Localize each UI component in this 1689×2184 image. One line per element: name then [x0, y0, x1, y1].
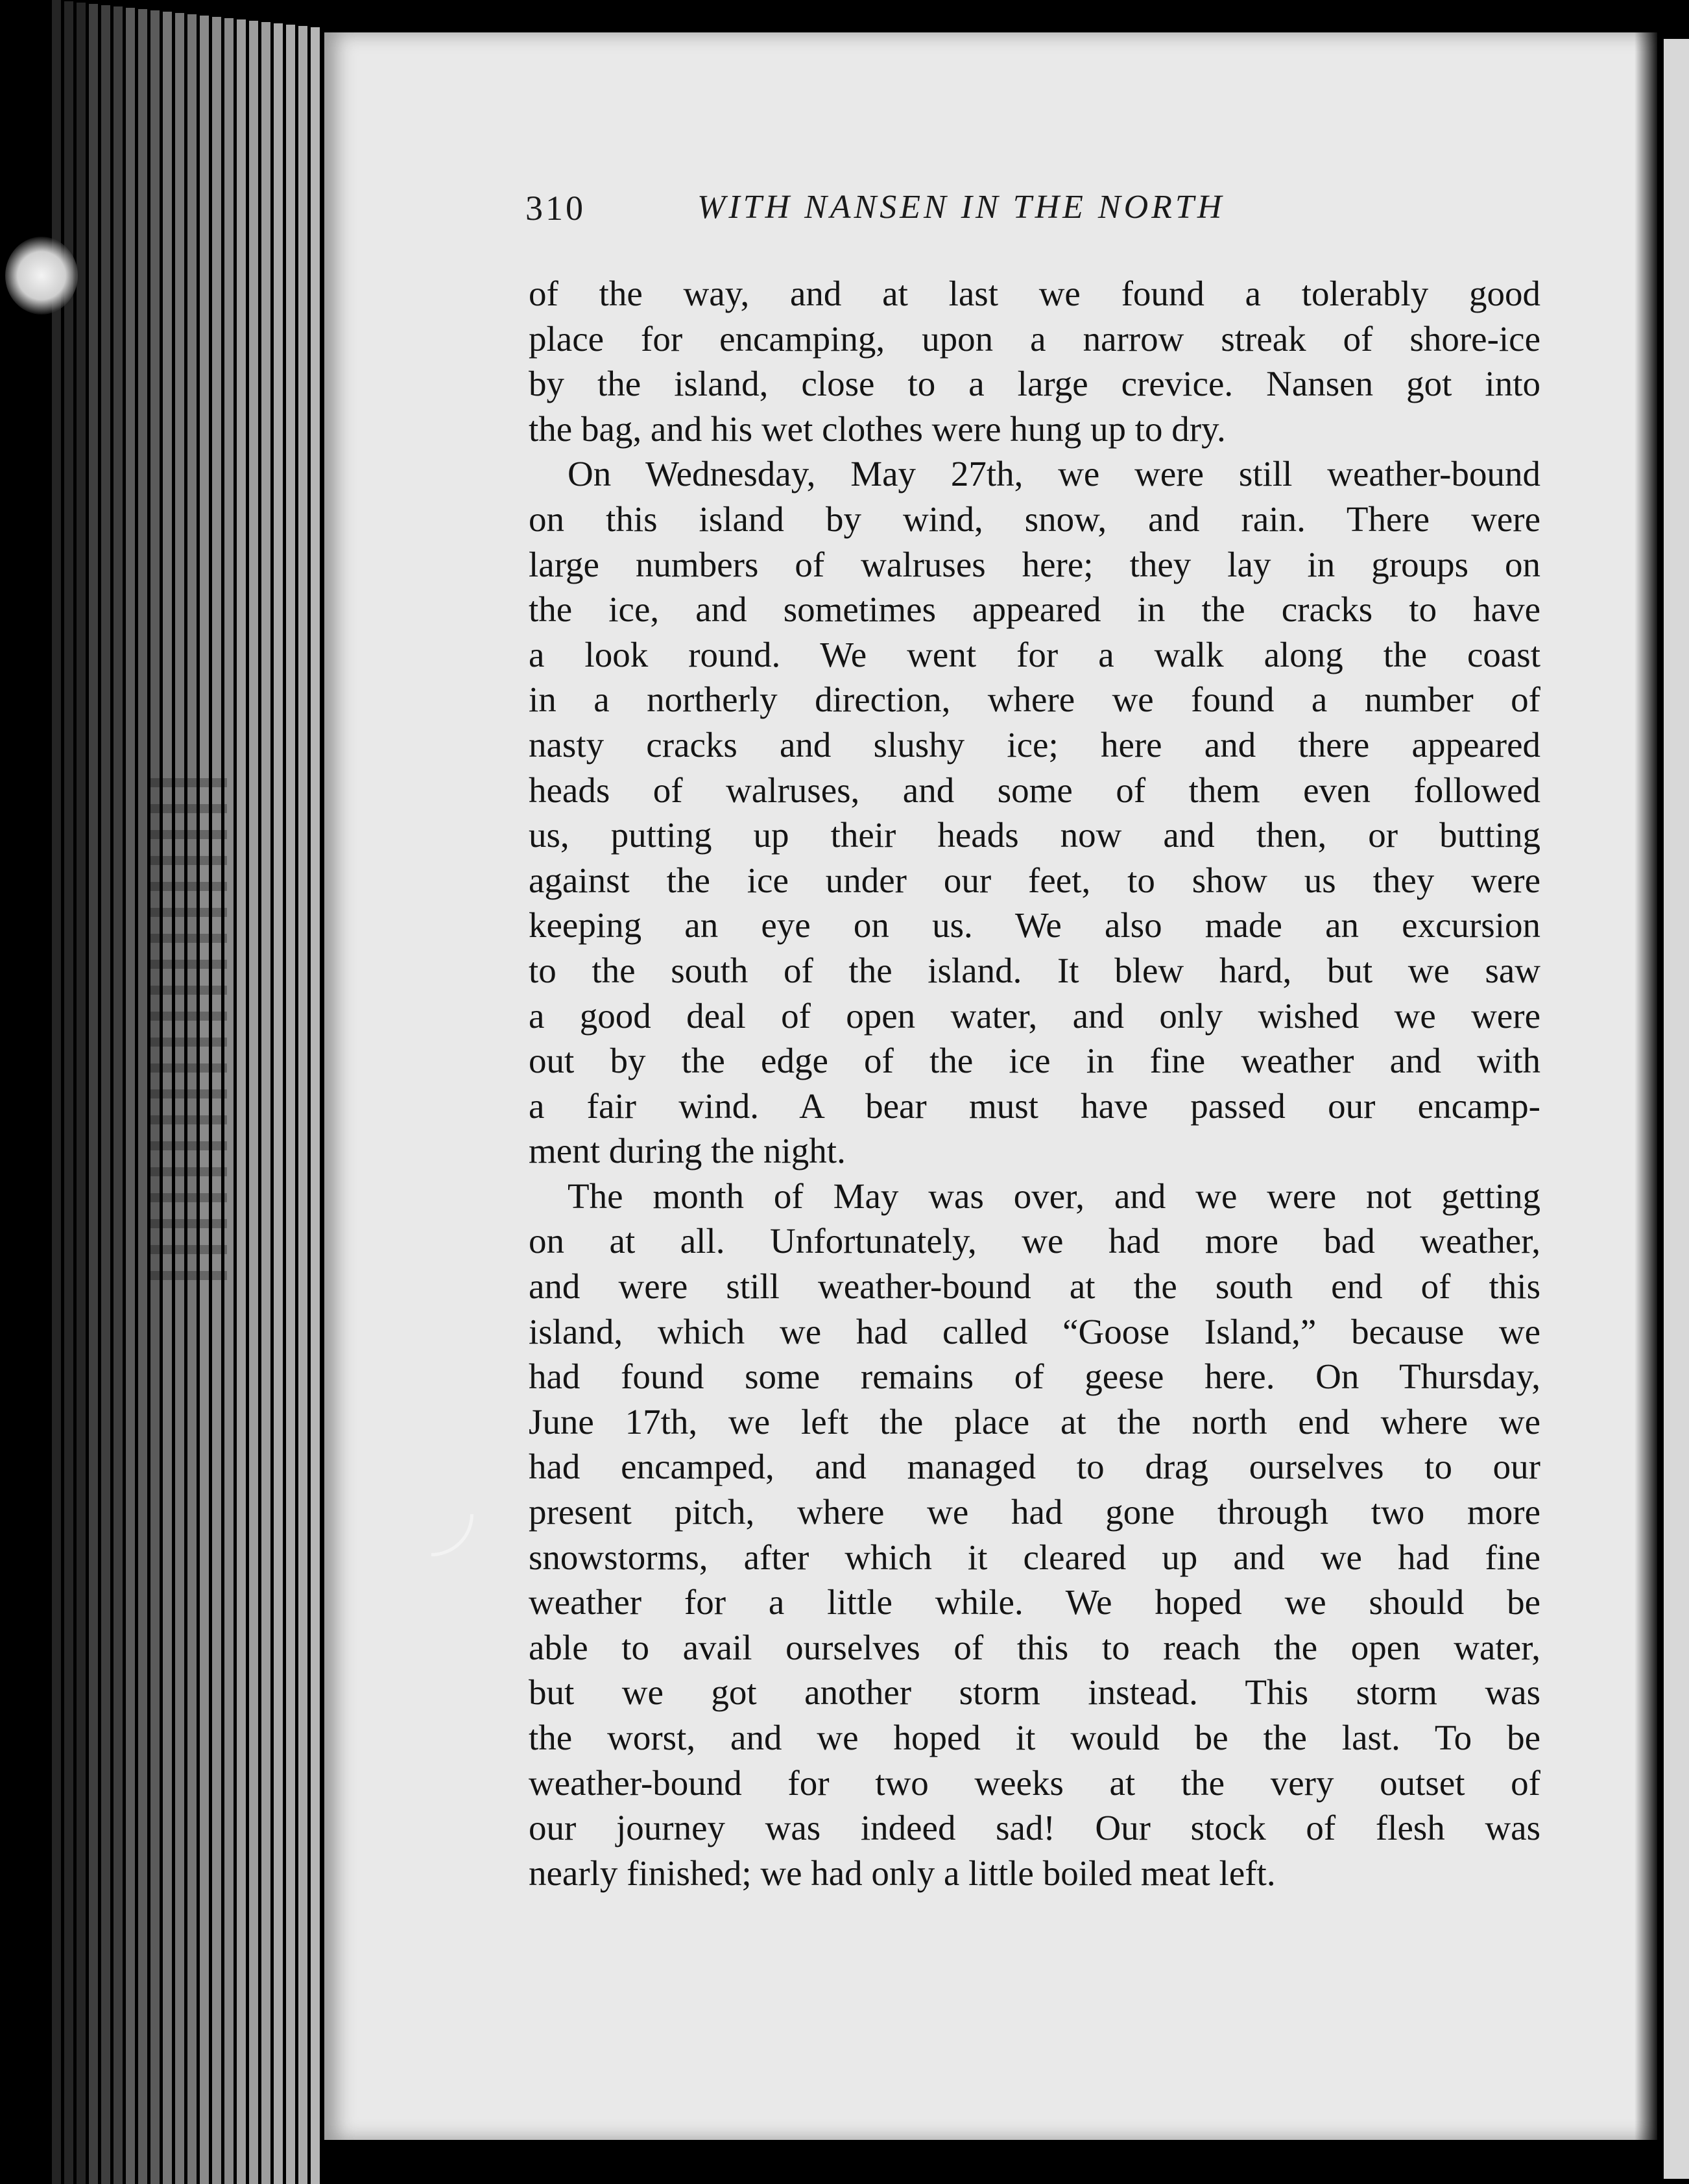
text-line: On Wednesday, May 27th, we were still weather-bound [568, 454, 1540, 494]
text-line: a good deal of open water, and only wished we were [529, 995, 1540, 1036]
page-number: 310 [525, 189, 586, 228]
page-edge-strip [138, 9, 147, 2184]
page-edge-strip [311, 27, 320, 2184]
text-line: against the ice under our feet, to show us they were [529, 860, 1540, 900]
facing-page-edge [1664, 39, 1689, 2179]
text-line: able to avail ourselves of this to reach the open water, [529, 1627, 1540, 1667]
text-line: The month of May was over, and we were not getting [568, 1176, 1540, 1216]
running-head: WITH NANSEN IN THE NORTH [697, 189, 1225, 226]
page-edge-strip [274, 23, 283, 2184]
page-edge-strip [249, 21, 258, 2184]
text-line: the ice, and sometimes appeared in the cracks to have [529, 589, 1540, 630]
page-edge-strip [64, 1, 73, 2184]
page-edge-strip [261, 22, 270, 2184]
text-line: large numbers of walruses here; they lay in groups on [529, 544, 1540, 584]
text-line: our journey was indeed sad! Our stock of flesh was [529, 1808, 1540, 1848]
text-line: us, putting up their heads now and then, or butting [529, 815, 1540, 855]
text-line: and were still weather-bound at the south end of this [529, 1266, 1540, 1307]
text-line: nasty cracks and slushy ice; here and there appeared [529, 724, 1540, 765]
text-line: on at all. Unfortunately, we had more bad weather, [529, 1221, 1540, 1261]
page-edge-strip [114, 6, 123, 2184]
text-line: ment during the night. [529, 1131, 846, 1171]
text-line: place for encamping, upon a narrow streak of shore-ice [529, 318, 1540, 359]
page-edge-strip [77, 3, 86, 2184]
text-line: of the way, and at last we found a tolerably good [529, 274, 1540, 313]
text-line: nearly finished; we had only a little boiled meat left. [529, 1853, 1276, 1893]
gutter-shadow [1635, 32, 1667, 2172]
page-edge-marks [149, 778, 227, 1297]
text-line: the bag, and his wet clothes were hung up to dry. [529, 409, 1226, 449]
text-line: had found some remains of geese here. On Thursday, [529, 1357, 1540, 1397]
text-line: had encamped, and managed to drag ourselves to our [529, 1447, 1540, 1487]
text-line: June 17th, we left the place at the north end where we [529, 1401, 1540, 1442]
text-line: keeping an eye on us. We also made an excursion [529, 905, 1540, 945]
text-line: a fair wind. A bear must have passed our encamp- [529, 1086, 1540, 1126]
text-line: present pitch, where we had gone through two more [529, 1492, 1540, 1532]
page-edge-strip [101, 5, 110, 2184]
text-line: heads of walruses, and some of them even followed [529, 770, 1540, 810]
film-speck [5, 237, 78, 315]
text-line: to the south of the island. It blew hard, but we saw [529, 950, 1540, 990]
page-edge-strip [52, 0, 61, 2184]
text-line: out by the edge of the ice in fine weather and with [529, 1041, 1540, 1081]
text-line: a look round. We went for a walk along the coast [529, 634, 1540, 674]
page-edge-strip [126, 8, 135, 2184]
body-text [529, 271, 1540, 1895]
text-line: by the island, close to a large crevice. Nansen got into [529, 364, 1540, 404]
text-line: snowstorms, after which it cleared up and we had fine [529, 1537, 1540, 1577]
text-line: but we got another storm instead. This storm was [529, 1672, 1540, 1713]
page-edge-strip [298, 26, 307, 2184]
text-line: weather for a little while. We hoped we should be [529, 1582, 1540, 1622]
text-line: in a northerly direction, where we found a number of [529, 680, 1540, 720]
page-edge-strip [89, 4, 98, 2184]
page-header [525, 188, 1537, 233]
page-edge-strip [286, 25, 295, 2184]
text-line: on this island by wind, snow, and rain. There were [529, 499, 1540, 539]
page-edge-strip [237, 19, 246, 2184]
text-line: island, which we had called “Goose Island,” because we [529, 1311, 1540, 1351]
text-line: the worst, and we hoped it would be the last. To be [529, 1718, 1540, 1757]
text-line: weather-bound for two weeks at the very outset of [529, 1763, 1540, 1803]
